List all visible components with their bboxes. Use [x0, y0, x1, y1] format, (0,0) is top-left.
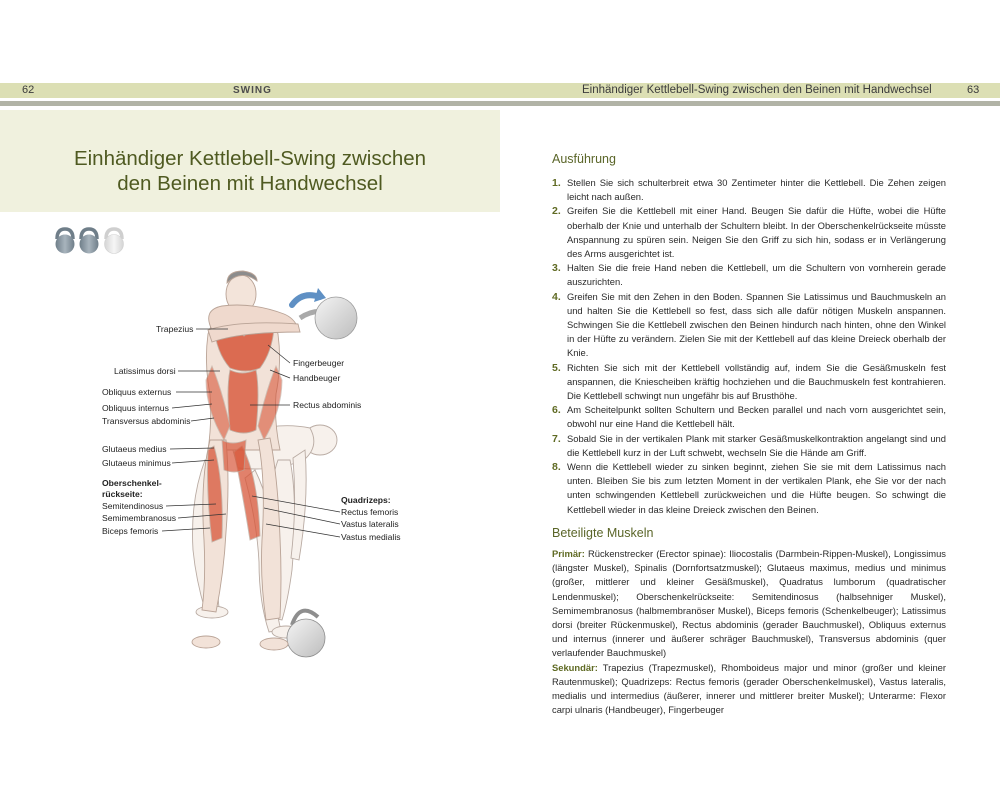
running-title: Einhändiger Kettlebell-Swing zwischen den Beinen mit Handwechsel	[582, 84, 932, 96]
list-item: 1. Stellen Sie sich schulterbreit etwa 30 Zentimeter hinter die Kettlebell. Die Zehen zeigen leicht nach außen.	[552, 177, 946, 203]
execution-heading: Ausführung	[552, 152, 616, 166]
left-page-number: 62	[22, 84, 35, 96]
list-item: 6. Am Scheitelpunkt sollten Schultern und Becken parallel und nach vorn ausgerichtet sein, obwohl nur eine Hand die Kettlebell hält.	[552, 404, 946, 430]
list-item: 7. Sobald Sie in der vertikalen Plank mit starker Gesäßmuskelkontraktion angelangt sind und die Kettlebell kurz in der Luft schwebt, wechseln Sie die Hände am Griff.	[552, 432, 946, 458]
label-quadrizeps-heading: Quadrizeps:	[341, 495, 391, 505]
label-glutaeus-medius: Glutaeus medius	[102, 444, 167, 454]
list-item: 3. Halten Sie die freie Hand neben die Kettlebell, um die Schultern von vornherein gerade auszurichten.	[552, 262, 946, 288]
label-handbeuger: Handbeuger	[293, 373, 341, 383]
list-item: 4. Greifen Sie mit den Zehen in den Boden. Spannen Sie Latissimus und Bauchmuskeln an und halten Sie die Kettlebell so fest, dass sich alle dafür nötigen Muskeln anspannen. Schwingen Sie die Kettlebell zwischen den Beinen hindurch nach hinten, ohne den Winkel in der Hüfte zu verändern. Zielen Sie mit der Kettlebell auf das kleine Dreieck oberhalb der Knie.	[552, 290, 946, 359]
kettlebell-top-icon	[300, 297, 357, 339]
label-obliquus-externus: Obliquus externus	[102, 387, 172, 397]
primary-muscles: Primär: Rückenstrecker (Erector spinae): Iliocostalis (Darmbein-Rippen-Muskel), Longissimus (längster Muskel), Spinalis (Dornfortsatzmuskel); Glutaeus maximus, medius und minimus (großer, mittlerer und kleiner Gesäßmuskel), Quadratus lumborum (quadratischer Lendenmuskel); Oberschenkelrückseite: Semitendinosus (halbsehniger Muskel), Semimembranosus (halbmembranöser Muskel), Biceps femoris (Schenkelbeuger); Latissimus dorsi (breiter Rückenmuskel), Rectus abdominis (gerader Bauchmuskel), Obliquus externus und internus (innerer und äußerer schräger Bauchmuskel), Transversus abdominis (quer verlaufender Bauchmuskel)	[552, 548, 946, 659]
secondary-muscles: Sekundär: Trapezius (Trapezmuskel), Rhomboideus major und minor (großer und kleiner Rautenmuskel); Quadrizeps: Rectus femoris (gerader Oberschenkelmuskel), Vastus lateralis, medialis und intermedius (äußerer, innerer und mittlerer breiter Muskel); Unterarme: Flexor carpi ulnaris (Handbeuger), Fingerbeuger	[552, 661, 946, 716]
label-transversus: Transversus abdominis	[102, 416, 191, 426]
difficulty-kettlebell-empty-icon	[105, 229, 124, 254]
list-item: 8. Wenn die Kettlebell wieder zu sinken beginnt, ziehen Sie sie mit dem Latissimus nach unten. Bleiben Sie bis zum letzten Moment in der vertikalen Plank, ehe Sie vor der nach unten schwingenden Kettlebell zurückweichen und die Hüfte beugen. So schwingt die Kettlebell wieder in das kleine Dreieck zwischen den Beinen.	[552, 461, 946, 515]
label-latissimus: Latissimus dorsi	[114, 366, 176, 376]
label-vastus-medialis: Vastus medialis	[341, 532, 401, 542]
muscles-heading: Beteiligte Muskeln	[552, 526, 654, 540]
difficulty-kettlebell-icon	[80, 229, 99, 254]
execution-steps	[552, 176, 946, 517]
right-page-number: 63	[967, 84, 980, 96]
label-oberschenkel-heading: Oberschenkel-	[102, 478, 162, 488]
label-semitendinosus: Semitendinosus	[102, 501, 164, 511]
kettlebell-bottom-icon	[287, 611, 325, 657]
label-rectus-abdominis: Rectus abdominis	[293, 400, 362, 410]
label-semimembranosus: Semimembranosus	[102, 513, 177, 523]
label-biceps-femoris: Biceps femoris	[102, 526, 159, 536]
difficulty-kettlebell-icon	[56, 229, 75, 254]
label-rectus-femoris: Rectus femoris	[341, 507, 399, 517]
list-item: 2. Greifen Sie die Kettlebell mit einer Hand. Beugen Sie dafür die Hüfte, wobei die Hüfte oberhalb der Knie und unterhalb der Schultern bleibt. In der Oberschenkelrückseite müsste Anspannung zu spüren sein. Neigen Sie den Griff zu sich hin, sodass er in Verlängerung des Arms ausgerichtet ist.	[552, 205, 946, 260]
section-label: SWING	[233, 85, 272, 96]
label-obliquus-internus: Obliquus internus	[102, 403, 169, 413]
label-trapezius: Trapezius	[156, 324, 194, 334]
muscles-text	[552, 547, 946, 717]
label-vastus-lateralis: Vastus lateralis	[341, 519, 399, 529]
list-item: 5. Richten Sie sich mit der Kettlebell vollständig auf, indem Sie die Gesäßmuskeln fest anspannen, die Kniescheiben kräftig hochziehen und die Bauchmuskeln fest kontrahieren. Die Kettlebell schwingt nun ungefähr bis auf Brusthöhe.	[552, 361, 946, 402]
label-fingerbeuger: Fingerbeuger	[293, 358, 345, 368]
label-oberschenkel-heading-2: rückseite:	[102, 489, 143, 499]
exercise-title: Einhändiger Kettlebell-Swing zwischen den Beinen mit Handwechsel	[73, 147, 427, 195]
label-glutaeus-minimus: Glutaeus minimus	[102, 458, 171, 468]
